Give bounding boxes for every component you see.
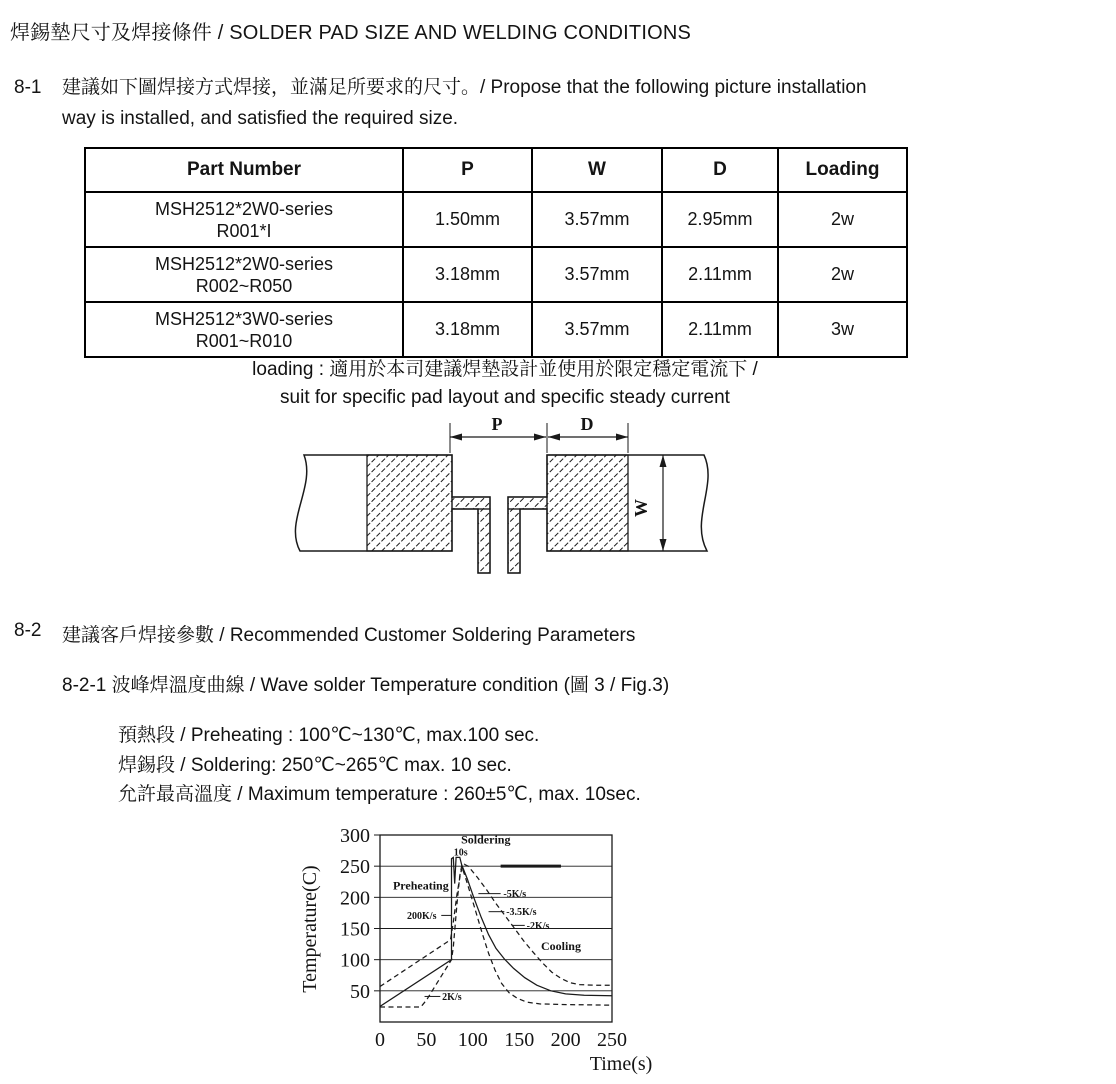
w-value: 3.57mm (532, 192, 662, 247)
left-terminal-strip (452, 497, 490, 509)
left-terminal-leg (478, 509, 490, 573)
y-tick-label: 200 (340, 887, 370, 910)
section-8-2-1-text: 波峰焊溫度曲線 / Wave solder Temperature condition (圖 3 / Fig.3) (111, 675, 670, 696)
loading-value: 3w (778, 302, 907, 357)
section-8-2-1-number: 8-2-1 (62, 675, 107, 696)
section-8-2-text: 建議客戶焊接參數 / Recommended Customer Soldering Parameters (62, 625, 636, 646)
pad-size-table (84, 147, 908, 358)
dimension-d (548, 414, 628, 441)
soldering-spec: 焊錫段 / Soldering: 250℃~265℃ max. 10 sec. (118, 754, 512, 776)
d-value: 2.11mm (662, 302, 778, 357)
p-value: 3.18mm (403, 302, 532, 357)
annotation--3-5k-s: -3.5K/s (506, 907, 537, 919)
pad-layout-diagram (280, 413, 710, 588)
y-tick-label: 50 (350, 980, 370, 1003)
x-tick-label: 0 (375, 1029, 385, 1051)
col-header-part-number: Part Number (85, 148, 403, 192)
y-tick-label: 100 (340, 949, 370, 972)
x-axis-title: Time(s) (589, 1053, 653, 1075)
right-terminal-leg (508, 509, 520, 573)
left-pad-hatched (367, 455, 452, 551)
col-header-loading: Loading (778, 148, 907, 192)
dim-label-p: P (491, 414, 503, 434)
dim-label-d: D (580, 414, 594, 434)
loading-value: 2w (778, 247, 907, 302)
dimension-p (450, 414, 546, 441)
section-8-2-number: 8-2 (14, 620, 42, 641)
y-tick-label: 300 (340, 825, 370, 847)
x-tick-label: 100 (457, 1029, 488, 1051)
loading-note-line1: loading : 適用於本司建議焊墊設計並使用於限定穩定電流下 / (252, 359, 758, 380)
annotation--2k-s: -2K/s (526, 920, 550, 932)
d-value: 2.95mm (662, 192, 778, 247)
max-temperature-spec: 允許最高溫度 / Maximum temperature : 260±5℃, max. 10sec. (118, 784, 641, 805)
section-8-1-number: 8-1 (14, 77, 42, 98)
loading-value: 2w (778, 192, 907, 247)
w-value: 3.57mm (532, 247, 662, 302)
col-header-p: P (403, 148, 532, 192)
p-value: 3.18mm (403, 247, 532, 302)
part-number-cell: MSH2512*2W0-series R001*I (154, 198, 334, 241)
y-axis-title: Temperature(C) (299, 865, 321, 993)
right-pad-hatched (547, 455, 628, 551)
annotation-cooling: Cooling (540, 939, 581, 954)
p-value: 1.50mm (403, 192, 532, 247)
preheating-spec: 預熱段 / Preheating : 100℃~130℃, max.100 sec. (118, 725, 540, 746)
table-row (85, 247, 907, 302)
x-tick-label: 50 (416, 1029, 437, 1051)
annotation-10s: 10s (453, 847, 468, 859)
soldering-parameters (118, 721, 641, 810)
section-8-1-line2: way is installed, and satisfied the required size. (62, 108, 459, 129)
table-row (85, 302, 907, 357)
loading-note (150, 356, 860, 412)
x-tick-label: 150 (504, 1029, 535, 1051)
y-tick-label: 250 (340, 856, 370, 879)
section-8-1-text (62, 72, 867, 134)
y-tick-label: 150 (340, 918, 370, 941)
section-8-1 (14, 72, 1086, 134)
right-terminal-strip (508, 497, 547, 509)
annotation-preheating: Preheating (392, 878, 449, 893)
page-title: 焊錫墊尺寸及焊接條件 / SOLDER PAD SIZE AND WELDING CONDITIONS (10, 22, 692, 44)
annotation--5k-s: -5K/s (503, 889, 527, 901)
col-header-w: W (532, 148, 662, 192)
temperature-profile-chart (295, 820, 705, 1084)
dim-label-w: W (631, 499, 651, 517)
section-8-1-line1: 建議如下圖焊接方式焊接，並滿足所要求的尺寸。/ Propose that the following picture installation (62, 77, 867, 98)
part-number-cell: MSH2512*2W0-series R002~R050 (154, 253, 334, 296)
loading-note-line2: suit for specific pad layout and specific steady current (280, 387, 730, 408)
x-tick-label: 200 (550, 1029, 581, 1051)
d-value: 2.11mm (662, 247, 778, 302)
annotation-2k-s: 2K/s (442, 991, 462, 1003)
section-8-2 (14, 620, 635, 647)
annotation-soldering: Soldering (461, 832, 511, 847)
x-tick-label: 250 (597, 1029, 627, 1051)
annotation-200k-s: 200K/s (407, 910, 437, 922)
table-row (85, 192, 907, 247)
col-header-d: D (662, 148, 778, 192)
table-header-row (85, 148, 907, 192)
part-number-cell: MSH2512*3W0-series R001~R010 (154, 308, 334, 351)
w-value: 3.57mm (532, 302, 662, 357)
section-8-2-1 (62, 670, 669, 697)
